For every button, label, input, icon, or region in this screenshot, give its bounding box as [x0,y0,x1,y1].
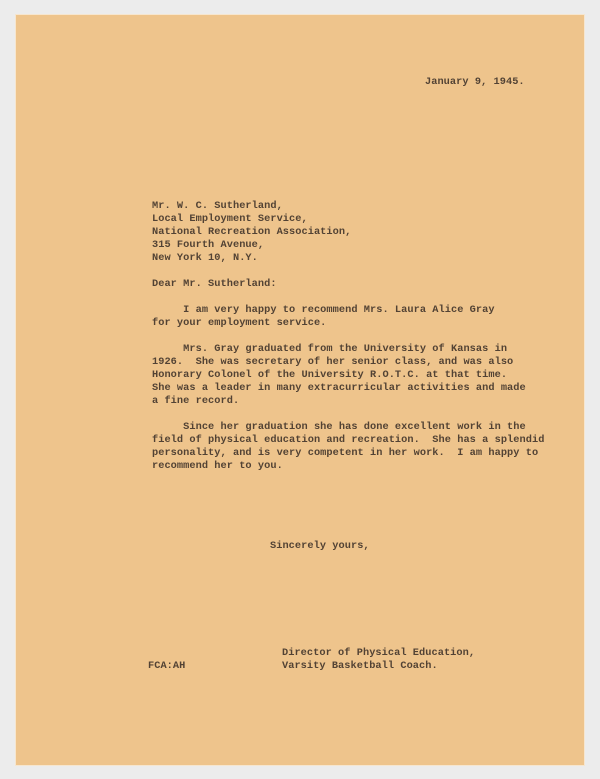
letter-date: January 9, 1945. [425,76,525,88]
text-line: personality, and is very competent in her work. I am happy to [152,447,539,459]
address-line: 315 Fourth Avenue, [152,239,265,251]
text-line: Since her graduation she has done excellent work in the [152,421,526,433]
address-line: New York 10, N.Y. [152,252,258,264]
text-line: Honorary Colonel of the University R.O.T.C. at that time. [152,369,508,381]
text-line: recommend her to you. [152,460,283,472]
salutation: Dear Mr. Sutherland: [152,278,277,290]
text-line: She was a leader in many extracurricular activities and made [152,382,526,394]
text-line: Mrs. Gray graduated from the University of Kansas in [152,343,508,355]
reference-initials: FCA:AH [148,660,186,672]
signature-title-line: Varsity Basketball Coach. [282,660,438,672]
closing: Sincerely yours, [270,540,370,552]
signature-title-line: Director of Physical Education, [282,647,476,659]
address-line: National Recreation Association, [152,226,352,238]
text-line: I am very happy to recommend Mrs. Laura Alice Gray [152,304,495,316]
text-line: a fine record. [152,395,240,407]
address-line: Mr. W. C. Sutherland, [152,200,283,212]
text-line: field of physical education and recreation. She has a splendid [152,434,545,446]
address-line: Local Employment Service, [152,213,308,225]
text-line: 1926. She was secretary of her senior class, and was also [152,356,514,368]
text-line: for your employment service. [152,317,327,329]
letter-page [15,14,585,766]
